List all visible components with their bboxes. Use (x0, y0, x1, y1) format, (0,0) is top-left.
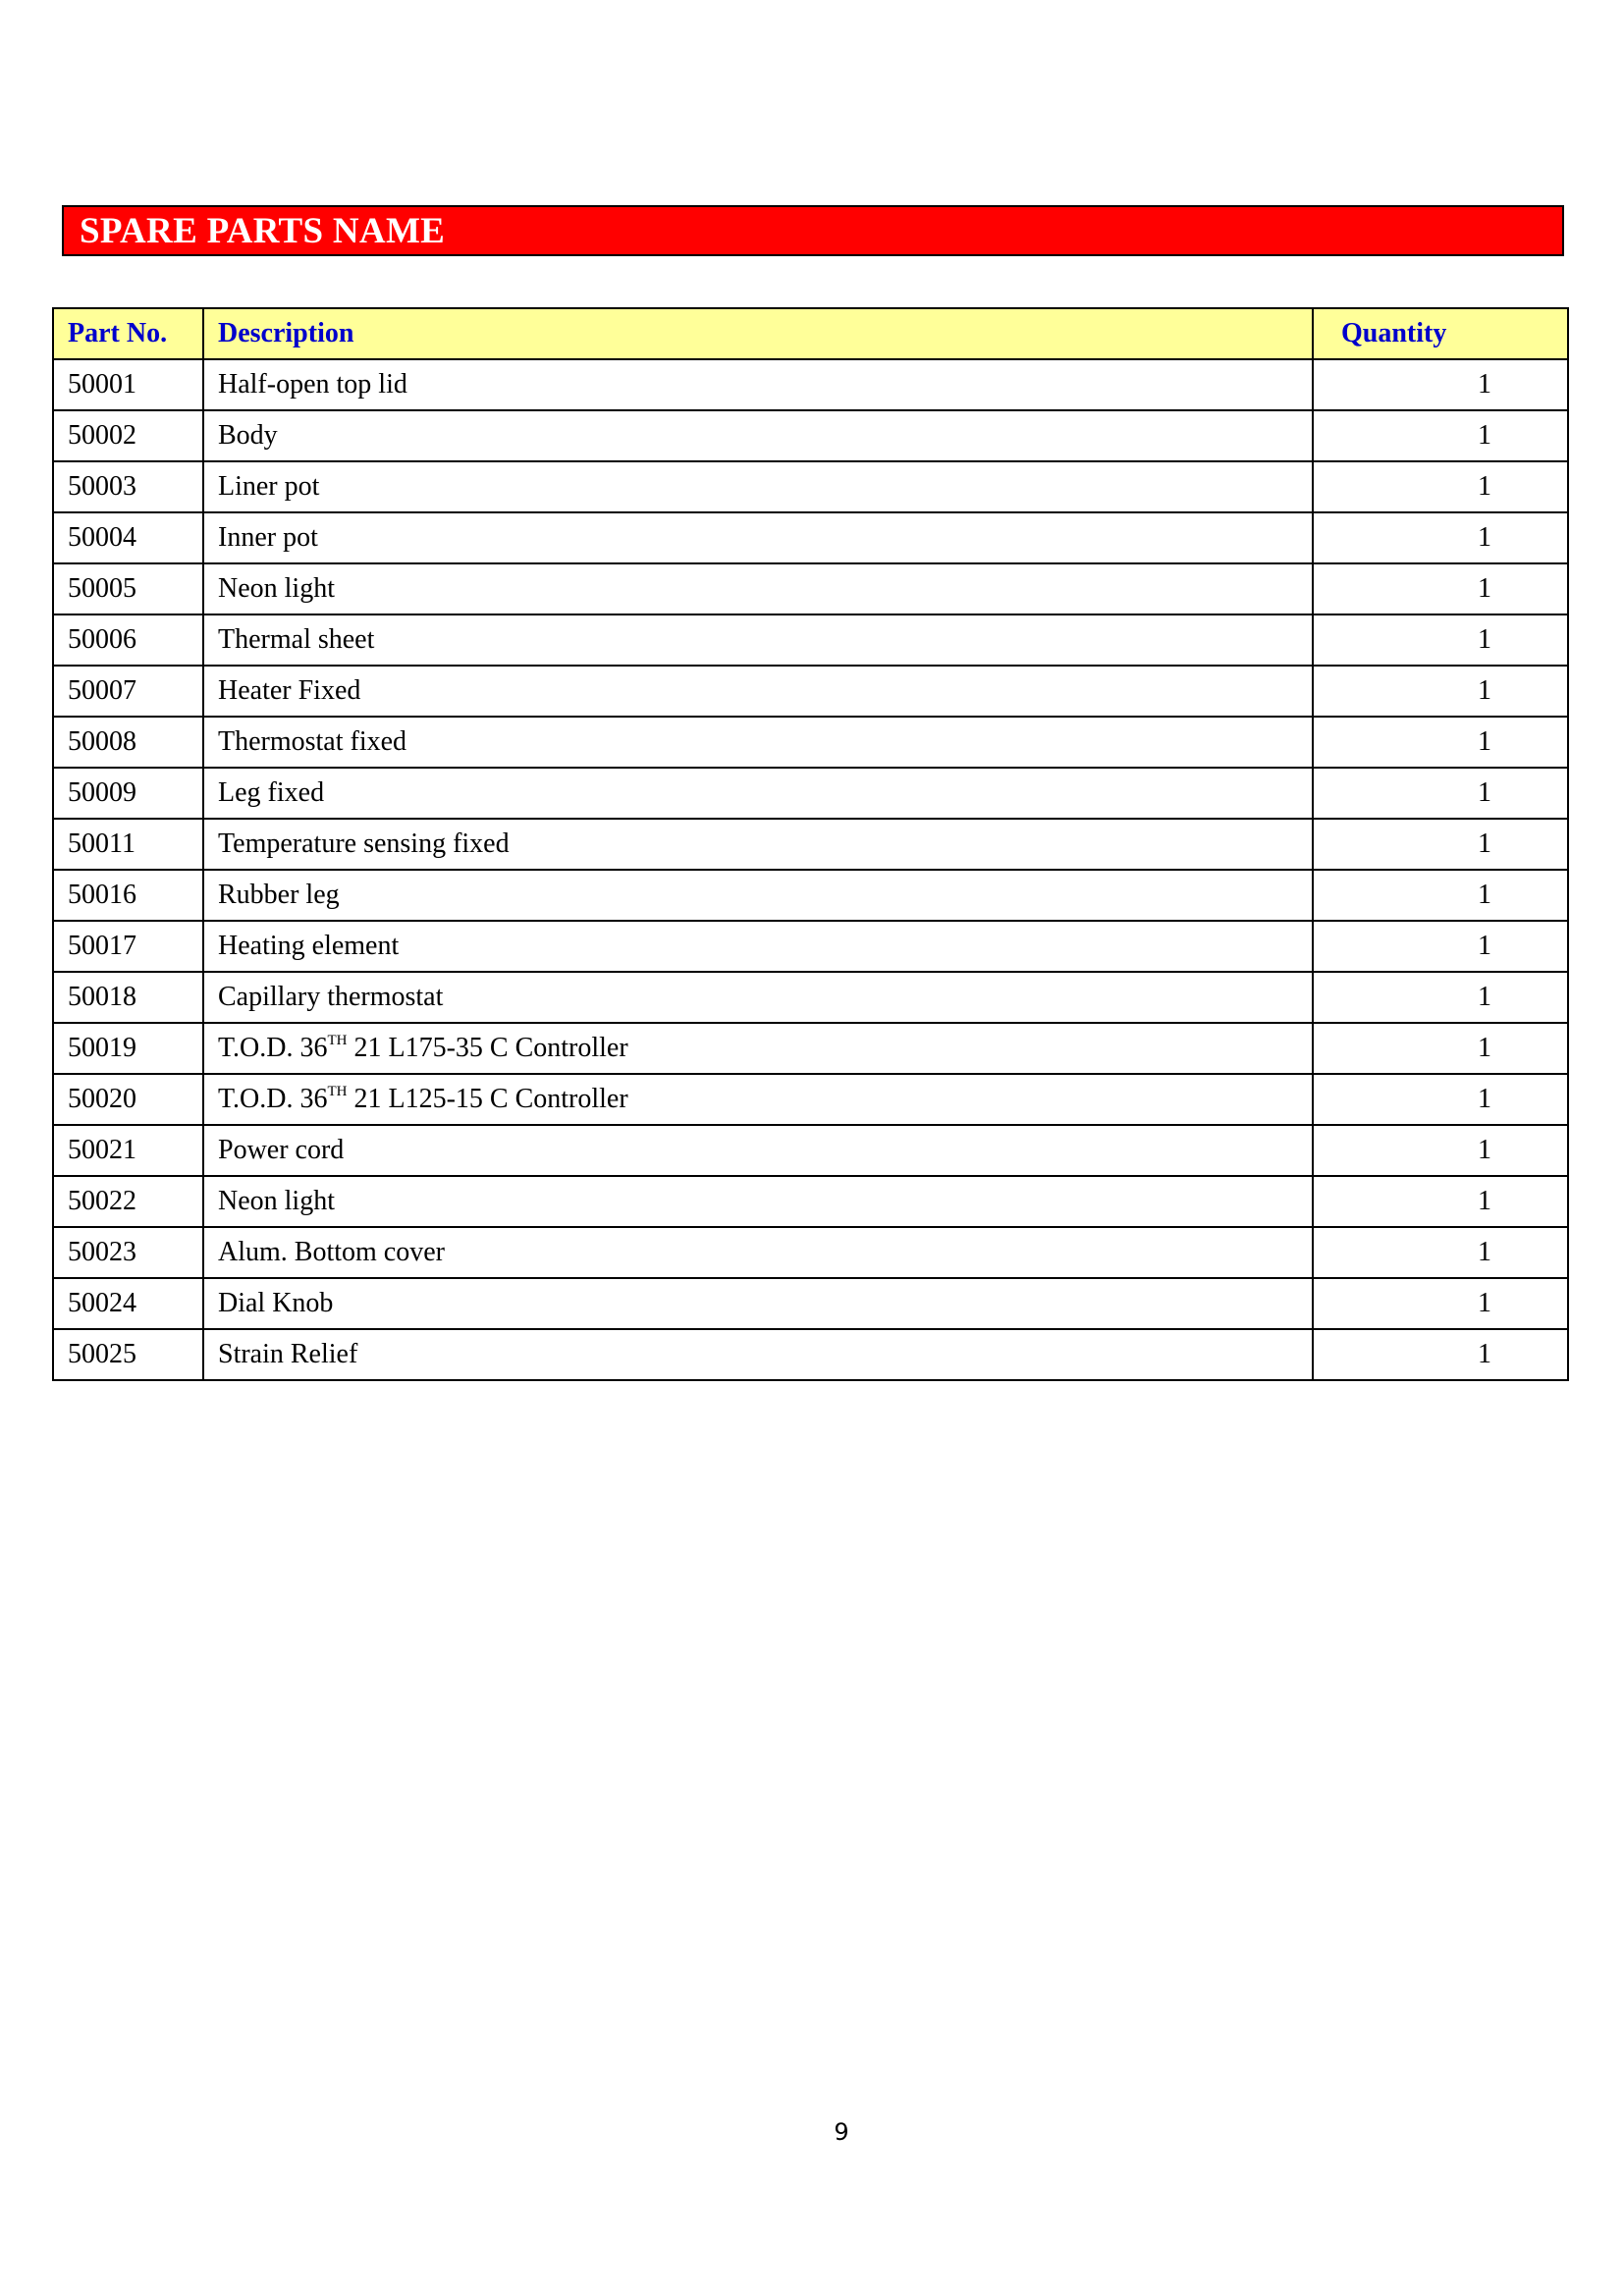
part-no-cell: 50017 (53, 921, 203, 972)
description-cell: Strain Relief (203, 1329, 1313, 1380)
quantity-cell: 1 (1313, 461, 1568, 512)
description-cell: Power cord (203, 1125, 1313, 1176)
description-cell: Half-open top lid (203, 359, 1313, 410)
quantity-cell: 1 (1313, 921, 1568, 972)
part-no-cell: 50011 (53, 819, 203, 870)
part-no-cell: 50001 (53, 359, 203, 410)
description-cell: Capillary thermostat (203, 972, 1313, 1023)
table-row (53, 359, 1568, 410)
ordinal-superscript: TH (327, 1033, 348, 1048)
description-cell: Neon light (203, 563, 1313, 614)
description-text: T.O.D. 36 (218, 1033, 328, 1063)
quantity-cell: 1 (1313, 717, 1568, 768)
part-no-cell: 50023 (53, 1227, 203, 1278)
part-no-cell: 50019 (53, 1023, 203, 1074)
ordinal-superscript: TH (327, 1084, 348, 1099)
description-cell: Alum. Bottom cover (203, 1227, 1313, 1278)
quantity-cell: 1 (1313, 666, 1568, 717)
quantity-cell: 1 (1313, 1023, 1568, 1074)
part-no-cell: 50021 (53, 1125, 203, 1176)
part-no-cell: 50025 (53, 1329, 203, 1380)
table-row (53, 1125, 1568, 1176)
part-no-cell: 50002 (53, 410, 203, 461)
column-header-description: Description (203, 308, 1313, 359)
quantity-cell: 1 (1313, 972, 1568, 1023)
quantity-cell: 1 (1313, 563, 1568, 614)
section-title: SPARE PARTS NAME (80, 210, 446, 251)
description-cell: Thermal sheet (203, 614, 1313, 666)
table-row (53, 1074, 1568, 1125)
table-row (53, 768, 1568, 819)
table-row (53, 563, 1568, 614)
quantity-cell: 1 (1313, 1074, 1568, 1125)
description-cell: Body (203, 410, 1313, 461)
table-header-row (53, 308, 1568, 359)
description-cell: Temperature sensing fixed (203, 819, 1313, 870)
table-row (53, 870, 1568, 921)
column-header-quantity: Quantity (1313, 308, 1568, 359)
part-no-cell: 50020 (53, 1074, 203, 1125)
description-cell: Rubber leg (203, 870, 1313, 921)
spare-parts-table (52, 307, 1569, 1381)
quantity-cell: 1 (1313, 410, 1568, 461)
quantity-cell: 1 (1313, 359, 1568, 410)
table-row (53, 1023, 1568, 1074)
description-cell: Liner pot (203, 461, 1313, 512)
quantity-cell: 1 (1313, 1125, 1568, 1176)
table-row (53, 614, 1568, 666)
table-row (53, 1329, 1568, 1380)
part-no-cell: 50016 (53, 870, 203, 921)
description-cell: Neon light (203, 1176, 1313, 1227)
quantity-cell: 1 (1313, 614, 1568, 666)
description-cell (203, 1074, 1313, 1125)
quantity-cell: 1 (1313, 870, 1568, 921)
description-text-suffix: 21 L175-35 C Controller (347, 1033, 628, 1063)
quantity-cell: 1 (1313, 512, 1568, 563)
part-no-cell: 50003 (53, 461, 203, 512)
description-cell: Inner pot (203, 512, 1313, 563)
table-row (53, 666, 1568, 717)
part-no-cell: 50024 (53, 1278, 203, 1329)
quantity-cell: 1 (1313, 1227, 1568, 1278)
page-number: 9 (834, 2118, 849, 2146)
part-no-cell: 50022 (53, 1176, 203, 1227)
description-text: T.O.D. 36 (218, 1084, 328, 1114)
part-no-cell: 50008 (53, 717, 203, 768)
description-cell: Leg fixed (203, 768, 1313, 819)
part-no-cell: 50006 (53, 614, 203, 666)
table-row (53, 1227, 1568, 1278)
description-cell: Dial Knob (203, 1278, 1313, 1329)
quantity-cell: 1 (1313, 1278, 1568, 1329)
part-no-cell: 50007 (53, 666, 203, 717)
part-no-cell: 50004 (53, 512, 203, 563)
quantity-cell: 1 (1313, 1176, 1568, 1227)
quantity-cell: 1 (1313, 768, 1568, 819)
table-row (53, 410, 1568, 461)
table-row (53, 1278, 1568, 1329)
description-text-suffix: 21 L125-15 C Controller (347, 1084, 628, 1114)
section-title-banner (62, 205, 1564, 256)
table-row (53, 1176, 1568, 1227)
description-cell: Thermostat fixed (203, 717, 1313, 768)
part-no-cell: 50005 (53, 563, 203, 614)
table-row (53, 717, 1568, 768)
description-cell: Heating element (203, 921, 1313, 972)
part-no-cell: 50018 (53, 972, 203, 1023)
part-no-cell: 50009 (53, 768, 203, 819)
table-row (53, 972, 1568, 1023)
table-row (53, 461, 1568, 512)
description-cell: Heater Fixed (203, 666, 1313, 717)
table-row (53, 819, 1568, 870)
table-row (53, 921, 1568, 972)
column-header-part-no: Part No. (53, 308, 203, 359)
description-cell (203, 1023, 1313, 1074)
table-row (53, 512, 1568, 563)
quantity-cell: 1 (1313, 1329, 1568, 1380)
quantity-cell: 1 (1313, 819, 1568, 870)
